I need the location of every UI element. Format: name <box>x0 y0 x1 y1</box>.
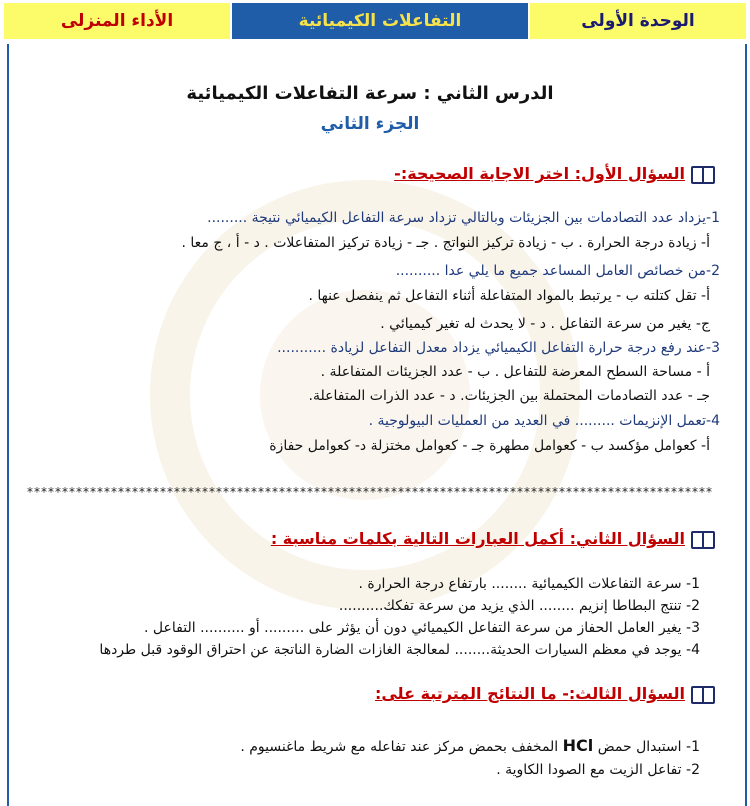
hcl-formula: HCl <box>562 736 594 755</box>
header-topic: التفاعلات الكيميائية <box>230 3 530 39</box>
header-assignment-type: الأداء المنزلى <box>4 3 230 39</box>
question2-heading-text: السؤال الثاني: أكمل العبارات التالية بكلمات مناسبة : <box>270 529 685 548</box>
q2-item4: 4- يوجد في معظم السيارات الحديثة........ لمعالجة الغازات الضارة الناتجة عن احتراق الوقود قبل طردها <box>99 642 700 658</box>
question1-heading <box>15 164 715 184</box>
q1-item2-options-a: أ- تقل كتلته ب - يرتبط بالمواد المتفاعلة أثناء التفاعل ثم ينفصل عنها . <box>308 288 710 304</box>
q2-item2: 2- تنتج البطاطا إنزيم ........ الذي يزيد من سرعة تفكك.......... <box>338 598 700 614</box>
book-icon <box>691 686 715 704</box>
lesson-title: الدرس الثاني : سرعة التفاعلات الكيميائية <box>186 83 554 104</box>
question1-heading-text: السؤال الأول: اختر الاجابة الصحيحة:- <box>394 164 685 183</box>
question3-heading <box>15 684 715 704</box>
question2-heading <box>15 529 715 549</box>
q1-item1-options: أ- زيادة درجة الحرارة . ب - زيادة تركيز النواتج . جـ - زيادة تركيز المتفاعلات . د - أ ، ج معا . <box>181 235 710 251</box>
lesson-part: الجزء الثاني <box>320 114 420 134</box>
q2-item1: 1- سرعة التفاعلات الكيميائية ........ بارتفاع درجة الحرارة . <box>358 576 700 592</box>
q1-item3-stem: 3-عند رفع درجة حرارة التفاعل الكيميائي يزداد معدل التفاعل لزيادة ........... <box>277 340 720 356</box>
book-icon <box>691 531 715 549</box>
page-header <box>4 3 746 39</box>
section-separator: ************************************************************************************************** <box>27 485 713 499</box>
q1-item4-options: أ- كعوامل مؤكسد ب - كعوامل مطهرة جـ - كعوامل مختزلة د- كعوامل حفازة <box>269 438 710 454</box>
q1-item3-options-a: أ - مساحة السطح المعرضة للتفاعل . ب - عدد الجزيئات المتفاعلة . <box>320 364 710 380</box>
question3-heading-text: السؤال الثالث:- ما النتائج المترتبة على: <box>374 684 685 703</box>
q1-item4-stem: 4-تعمل الإنزيمات ......... في العديد من العمليات البيولوجية . <box>368 413 720 429</box>
q2-item3: 3- يغير العامل الحفاز من سرعة التفاعل الكيميائي دون أن يؤثر على ......... أو .......... التفاعل . <box>144 620 700 636</box>
q3-item1 <box>0 736 700 757</box>
header-unit: الوحدة الأولى <box>530 3 746 39</box>
q1-item2-stem: 2-من خصائص العامل المساعد جميع ما يلي عدا .......... <box>395 263 720 279</box>
q3-item1-suffix: المخفف بحمض مركز عند تفاعله مع شريط ماغنسيوم . <box>240 739 559 755</box>
q1-item1-stem: 1-يزداد عدد التصادمات بين الجزيئات وبالتالي تزداد سرعة التفاعل الكيميائي نتيجة ......... <box>207 210 720 226</box>
q1-item3-options-b: جـ - عدد التصادمات المحتملة بين الجزيئات. د - عدد الذرات المتفاعلة. <box>308 388 710 404</box>
q1-item2-options-b: ج- يغير من سرعة التفاعل . د - لا يحدث له تغير كيميائي . <box>380 316 710 332</box>
q3-item2: 2- تفاعل الزيت مع الصودا الكاوية . <box>496 762 700 778</box>
q3-item1-prefix: 1- استبدال حمض <box>597 739 700 755</box>
book-icon <box>691 166 715 184</box>
